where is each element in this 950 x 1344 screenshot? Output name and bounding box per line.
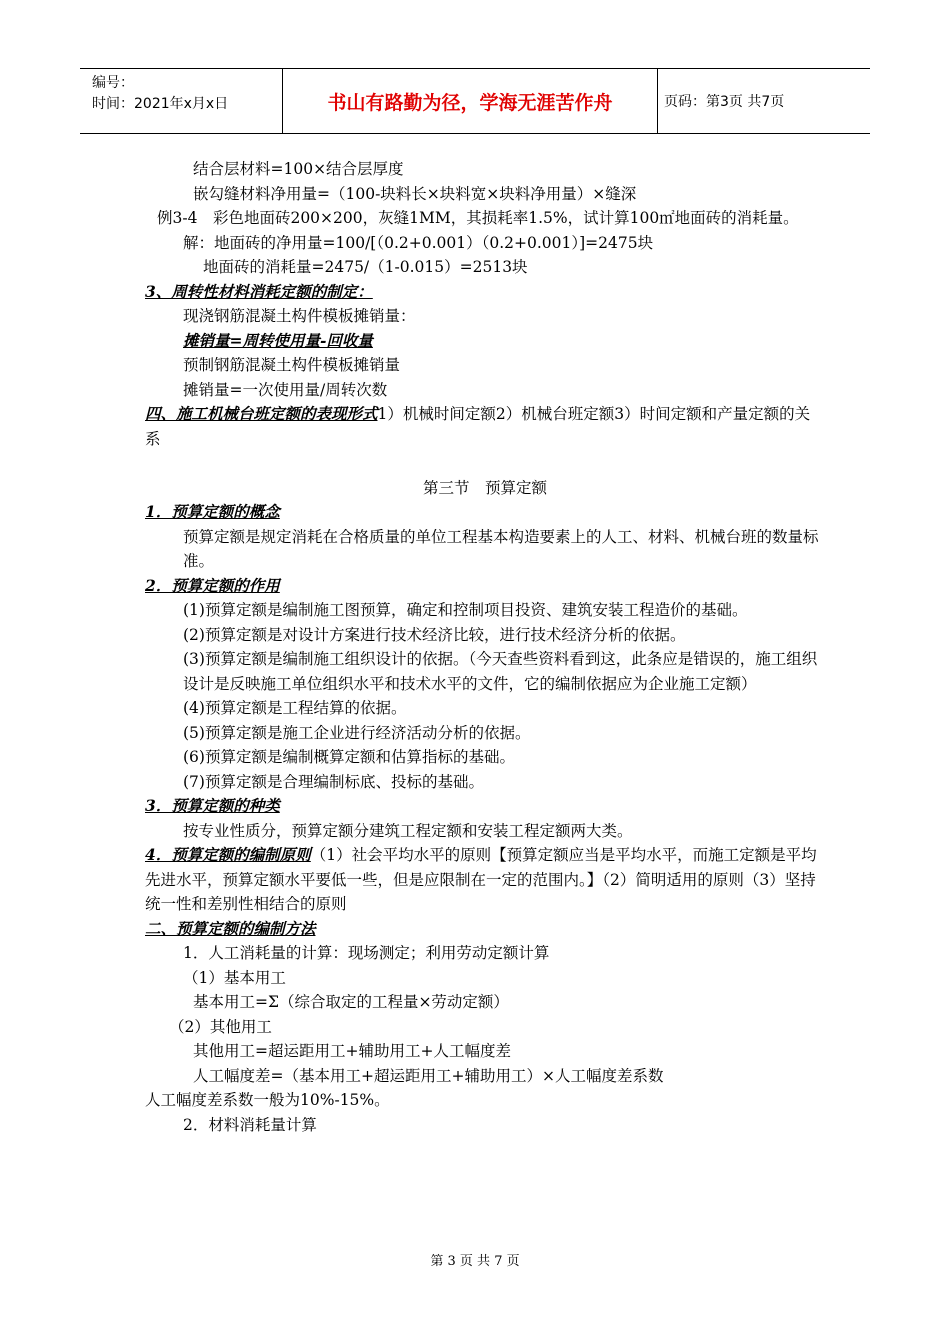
paragraph-text: (4)预算定额是工程结算的依据。 — [183, 699, 407, 717]
paragraph-text: 基本用工=Σ（综合取定的工程量×劳动定额） — [193, 993, 509, 1011]
section-heading — [145, 280, 825, 305]
paragraph-text: 1．人工消耗量的计算：现场测定；利用劳动定额计算 — [183, 944, 550, 962]
header-table — [80, 68, 870, 134]
section-heading — [145, 917, 825, 942]
paragraph-text: 人工幅度差系数一般为10%-15%。 — [145, 1091, 390, 1109]
body-paragraph — [145, 696, 825, 721]
body-paragraph — [145, 819, 825, 844]
section-heading — [145, 794, 825, 819]
paragraph-text: 1）机械时间定额2）机械台班定额3）时间定额和产量定额的关系 — [145, 405, 811, 448]
paragraph-text: (2)预算定额是对设计方案进行技术经济比较，进行技术经济分析的依据。 — [183, 625, 686, 644]
body-paragraph — [145, 623, 825, 648]
section-heading — [145, 329, 825, 354]
paragraph-text: (6)预算定额是编制概算定额和估算指标的基础。 — [183, 748, 515, 766]
paragraph-text: 结合层材料=100×结合层厚度 — [193, 160, 404, 178]
heading-text: 4．预算定额的编制原则 — [145, 845, 311, 864]
paragraph-text: 解：地面砖的净用量=100/[（0.2+0.001）（0.2+0.001）]=2475块 — [183, 233, 654, 252]
paragraph-text: 例3-4 彩色地面砖200×200，灰缝1MM，其损耗率1.5%，试计算100㎡地面砖的消耗量。 — [157, 209, 799, 227]
paragraph-text: (1)预算定额是编制施工图预算，确定和控制项目投资、建筑安装工程造价的基础。 — [183, 601, 748, 619]
heading-text: 2．预算定额的作用 — [145, 575, 280, 595]
paragraph-text: 摊销量=一次使用量/周转次数 — [183, 380, 388, 399]
paragraph-text: 预算定额是规定消耗在合格质量的单位工程基本构造要素上的人工、材料、机械台班的数量标准。 — [183, 527, 819, 570]
paragraph-text: 第三节 预算定额 — [422, 478, 547, 497]
heading-text: 1．预算定额的概念 — [145, 502, 280, 521]
paragraph-text: 嵌勾缝材料净用量=（100-块料长×块料宽×块料净用量）×缝深 — [193, 184, 637, 203]
document-body — [145, 157, 825, 1137]
body-paragraph — [145, 402, 825, 451]
section-heading — [145, 574, 825, 599]
body-paragraph — [145, 770, 825, 795]
page-footer: 第 3 页 共 7 页 — [430, 1254, 520, 1269]
body-paragraph — [145, 647, 825, 696]
body-paragraph — [145, 1039, 825, 1064]
paragraph-text: （1）社会平均水平的原则【预算定额应当是平均水平，而施工定额是平均先进水平，预算定额水平要低一些，但是应限制在一定的范围内。】（2）简明适用的原则（3）坚持统一性和差别性相结合的原则 — [145, 846, 817, 913]
paragraph-text: （2）其他用工 — [169, 1017, 272, 1036]
body-paragraph — [145, 525, 825, 574]
body-paragraph — [145, 255, 825, 280]
body-paragraph — [145, 966, 825, 991]
paragraph-text: 其他用工=超运距用工+辅助用工+人工幅度差 — [193, 1042, 511, 1060]
section-heading — [145, 500, 825, 525]
body-paragraph — [145, 1113, 825, 1138]
body-paragraph — [145, 157, 825, 182]
heading-text: 四、施工机械台班定额的表现形式 — [145, 404, 378, 423]
header-page-number: 页码：第3页 共7页 — [664, 94, 785, 110]
body-paragraph — [145, 231, 825, 256]
body-paragraph — [145, 353, 825, 378]
body-paragraph — [145, 598, 825, 623]
heading-text: 摊销量=周转使用量-回收量 — [183, 330, 373, 350]
body-paragraph — [145, 990, 825, 1015]
body-paragraph — [145, 1015, 825, 1040]
heading-text: 3、周转性材料消耗定额的制定： — [145, 281, 373, 301]
body-paragraph — [145, 206, 825, 231]
paragraph-text: 现浇钢筋混凝土构件模板摊销量： — [183, 307, 416, 325]
paragraph-text: (7)预算定额是合理编制标底、投标的基础。 — [183, 772, 484, 791]
paragraph-text: 人工幅度差=（基本用工+超运距用工+辅助用工）×人工幅度差系数 — [193, 1066, 664, 1085]
body-paragraph — [145, 941, 825, 966]
body-paragraph — [145, 378, 825, 403]
body-paragraph — [145, 304, 825, 329]
body-paragraph — [145, 1064, 825, 1089]
paragraph-text: (5)预算定额是施工企业进行经济活动分析的依据。 — [183, 723, 531, 742]
heading-text: 3．预算定额的种类 — [145, 796, 280, 815]
body-paragraph — [145, 721, 825, 746]
header-meta-cell — [80, 69, 283, 133]
body-paragraph — [145, 1088, 825, 1113]
paragraph-text: 按专业性质分，预算定额分建筑工程定额和安装工程定额两大类。 — [183, 821, 633, 840]
paragraph-text: 地面砖的消耗量=2475/（1-0.015）=2513块 — [203, 258, 528, 276]
document-number-label: 编号： — [92, 75, 134, 91]
paragraph-text: （1）基本用工 — [183, 968, 286, 987]
section-title — [145, 476, 825, 501]
heading-text: 二、预算定额的编制方法 — [145, 918, 316, 938]
paragraph-text: (3)预算定额是编制施工组织设计的依据。（今天查些资料看到这，此条应是错误的，施工组织设计是反映施工单位组织水平和技术水平的文件，它的编制依据应为企业施工定额） — [183, 650, 818, 693]
body-paragraph — [145, 182, 825, 207]
body-paragraph — [145, 745, 825, 770]
header-motto: 书山有路勤为径，学海无涯苦作舟 — [283, 69, 658, 133]
paragraph-text: 2．材料消耗量计算 — [183, 1115, 317, 1134]
body-paragraph — [145, 843, 825, 917]
document-time-label: 时间：2021年x月x日 — [92, 96, 229, 112]
paragraph-text: 预制钢筋混凝土构件模板摊销量 — [183, 356, 401, 374]
blank-line — [145, 451, 825, 476]
